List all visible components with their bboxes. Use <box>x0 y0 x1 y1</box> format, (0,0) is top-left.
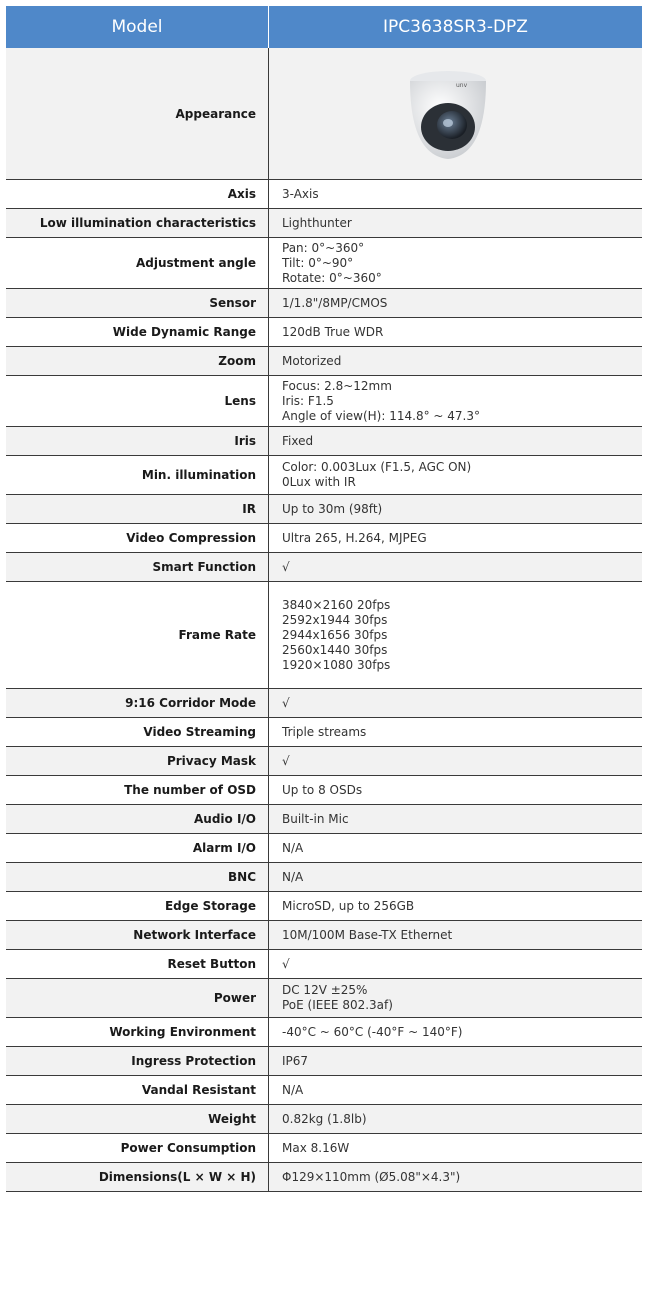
table-row <box>6 238 642 289</box>
row-value-line: Lighthunter <box>282 215 352 230</box>
row-value-line: Motorized <box>282 353 342 368</box>
table-row <box>6 1076 642 1105</box>
row-label: IR <box>6 495 269 523</box>
table-row <box>6 180 642 209</box>
table-row <box>6 1018 642 1047</box>
row-label: 9:16 Corridor Mode <box>6 689 269 717</box>
table-row <box>6 376 642 427</box>
row-value-line: 1920×1080 30fps <box>282 657 391 672</box>
table-row <box>6 776 642 805</box>
row-value-line: 1/1.8"/8MP/CMOS <box>282 295 388 310</box>
row-value <box>269 689 642 717</box>
row-value-line: √ <box>282 695 290 710</box>
svg-text:unv: unv <box>456 81 468 89</box>
row-value-line: 2592x1944 30fps <box>282 612 388 627</box>
row-label: Appearance <box>6 48 269 179</box>
row-value <box>269 950 642 978</box>
row-value-line: Rotate: 0°~360° <box>282 270 382 285</box>
table-row <box>6 1105 642 1134</box>
row-label: Sensor <box>6 289 269 317</box>
row-value <box>269 979 642 1017</box>
row-value <box>269 863 642 891</box>
row-value-line: √ <box>282 956 290 971</box>
row-value-line: Ultra 265, H.264, MJPEG <box>282 530 427 545</box>
row-value-line: -40°C ~ 60°C (-40°F ~ 140°F) <box>282 1024 463 1039</box>
row-value <box>269 921 642 949</box>
row-label: Dimensions(L × W × H) <box>6 1163 269 1191</box>
row-value-line: N/A <box>282 840 304 855</box>
row-label: Vandal Resistant <box>6 1076 269 1104</box>
row-value-line: 0.82kg (1.8lb) <box>282 1111 367 1126</box>
row-label: Low illumination characteristics <box>6 209 269 237</box>
row-value-line: Built-in Mic <box>282 811 349 826</box>
table-row <box>6 347 642 376</box>
row-value <box>269 1018 642 1046</box>
row-value <box>269 1163 642 1191</box>
row-value <box>269 427 642 455</box>
row-value <box>269 180 642 208</box>
row-value <box>269 1105 642 1133</box>
row-value-line: 3-Axis <box>282 186 319 201</box>
row-value-line: Iris: F1.5 <box>282 393 334 408</box>
table-row <box>6 495 642 524</box>
row-value <box>269 805 642 833</box>
row-value-line: Color: 0.003Lux (F1.5, AGC ON) <box>282 460 472 474</box>
row-value-line: IP67 <box>282 1053 309 1068</box>
row-label: Network Interface <box>6 921 269 949</box>
spec-table <box>6 6 642 1192</box>
table-row <box>6 747 642 776</box>
table-row <box>6 524 642 553</box>
table-row <box>6 834 642 863</box>
spec-rows <box>6 48 642 1192</box>
row-label: Alarm I/O <box>6 834 269 862</box>
table-row <box>6 1163 642 1192</box>
header-model-label: Model <box>6 6 269 48</box>
row-label: Power <box>6 979 269 1017</box>
row-label: Min. illumination <box>6 456 269 494</box>
row-value <box>269 318 642 346</box>
row-value-line: Pan: 0°~360° <box>282 240 365 255</box>
row-label: Reset Button <box>6 950 269 978</box>
row-value-line: Focus: 2.8~12mm <box>282 378 392 393</box>
row-value <box>269 238 642 288</box>
row-value <box>269 1076 642 1104</box>
dome-camera-icon <box>400 59 496 169</box>
row-value <box>269 582 642 688</box>
row-value-line: 2560x1440 30fps <box>282 642 388 657</box>
row-label: The number of OSD <box>6 776 269 804</box>
row-value-line: N/A <box>282 869 304 884</box>
row-value-line: 2944x1656 30fps <box>282 627 388 642</box>
row-label: Weight <box>6 1105 269 1133</box>
row-value-line: Fixed <box>282 433 314 448</box>
row-value-line: N/A <box>282 1082 304 1097</box>
table-row <box>6 689 642 718</box>
row-value <box>269 376 642 426</box>
row-value <box>269 209 642 237</box>
table-row <box>6 1134 642 1163</box>
row-value-line: 120dB True WDR <box>282 324 384 339</box>
row-value-line: PoE (IEEE 802.3af) <box>282 998 393 1012</box>
table-row <box>6 921 642 950</box>
row-label: Wide Dynamic Range <box>6 318 269 346</box>
table-row <box>6 892 642 921</box>
row-label: BNC <box>6 863 269 891</box>
row-value-line: MicroSD, up to 256GB <box>282 898 415 913</box>
row-value <box>269 495 642 523</box>
row-value <box>269 347 642 375</box>
table-row <box>6 718 642 747</box>
row-value <box>269 776 642 804</box>
row-label: Frame Rate <box>6 582 269 688</box>
row-label: Iris <box>6 427 269 455</box>
row-label: Ingress Protection <box>6 1047 269 1075</box>
row-value <box>269 289 642 317</box>
row-value <box>269 1134 642 1162</box>
row-value-line: Φ129×110mm (Ø5.08"×4.3") <box>282 1169 461 1184</box>
row-value-line: 10M/100M Base-TX Ethernet <box>282 927 453 942</box>
row-value <box>269 553 642 581</box>
row-label: Video Streaming <box>6 718 269 746</box>
row-label: Axis <box>6 180 269 208</box>
table-row <box>6 427 642 456</box>
row-label: Working Environment <box>6 1018 269 1046</box>
row-value <box>269 718 642 746</box>
table-row <box>6 805 642 834</box>
table-row <box>6 582 642 689</box>
row-value <box>269 48 642 179</box>
row-label: Power Consumption <box>6 1134 269 1162</box>
row-label: Adjustment angle <box>6 238 269 288</box>
row-value-line: Max 8.16W <box>282 1140 350 1155</box>
table-row <box>6 318 642 347</box>
row-label: Edge Storage <box>6 892 269 920</box>
table-row <box>6 553 642 582</box>
row-value-line: Up to 8 OSDs <box>282 782 363 797</box>
row-value-line: DC 12V ±25% <box>282 983 368 997</box>
row-value-line: Tilt: 0°~90° <box>282 255 354 270</box>
row-value-line: Angle of view(H): 114.8° ~ 47.3° <box>282 408 480 423</box>
row-value <box>269 892 642 920</box>
row-value-line: √ <box>282 753 290 768</box>
row-label: Zoom <box>6 347 269 375</box>
table-row <box>6 950 642 979</box>
row-value <box>269 524 642 552</box>
row-value-line: 0Lux with IR <box>282 475 356 489</box>
row-label: Smart Function <box>6 553 269 581</box>
row-value-line: Up to 30m (98ft) <box>282 501 383 516</box>
table-row <box>6 209 642 238</box>
row-label: Video Compression <box>6 524 269 552</box>
table-row <box>6 456 642 495</box>
table-header <box>6 6 642 48</box>
row-value <box>269 456 642 494</box>
table-row <box>6 48 642 180</box>
row-value-line: Triple streams <box>282 724 367 739</box>
row-value <box>269 1047 642 1075</box>
row-value <box>269 834 642 862</box>
row-label: Lens <box>6 376 269 426</box>
row-value <box>269 747 642 775</box>
table-row <box>6 1047 642 1076</box>
table-row <box>6 289 642 318</box>
row-value-line: √ <box>282 559 290 574</box>
row-label: Audio I/O <box>6 805 269 833</box>
table-row <box>6 979 642 1018</box>
row-label: Privacy Mask <box>6 747 269 775</box>
table-row <box>6 863 642 892</box>
row-value-line: 3840×2160 20fps <box>282 597 391 612</box>
header-model-value: IPC3638SR3-DPZ <box>383 17 528 37</box>
